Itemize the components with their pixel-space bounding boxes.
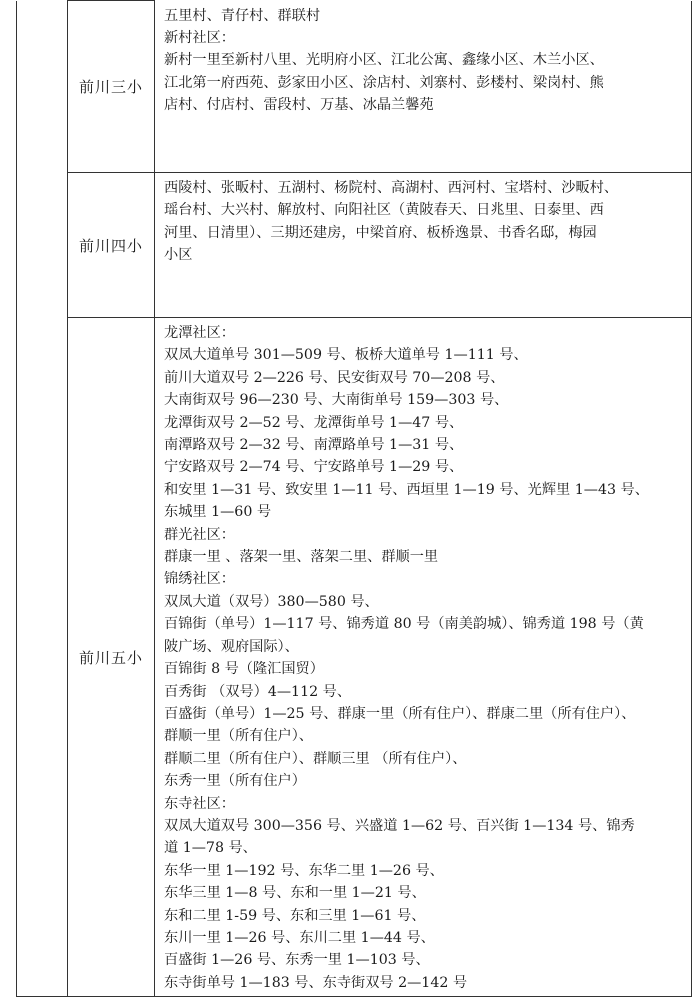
area-line: 龙潭社区： — [164, 325, 235, 341]
outer-merged-cell — [17, 1, 68, 997]
area-line: 百锦街 8 号（隆汇国贸） — [164, 661, 324, 678]
area-line: 小区 — [164, 247, 193, 264]
area-line: 东和二里 1-59 号、东和三里 1—61 号、 — [164, 907, 426, 924]
area-line: 前川大道双号 2—226 号、民安街双号 70—208 号、 — [164, 369, 505, 386]
area-line: 百锦街（单号）1—117 号、锦秀道 80 号（南美韵城）、锦秀道 198 号（黄 — [164, 616, 644, 633]
area-line: 大南街双号 96—230 号、大南街单号 159—303 号、 — [164, 392, 509, 409]
area-line: 宁安路双号 2—74 号、宁安路单号 1—29 号、 — [164, 459, 464, 476]
school-name-cell: 前川五小 — [68, 318, 155, 997]
area-line: 东寺社区： — [164, 795, 235, 812]
area-line: 群康一里 、落架一里、落架二里、群顺一里 — [164, 549, 439, 566]
area-line: 新村社区： — [164, 29, 235, 46]
table-row-qianchuan-5 — [17, 318, 692, 997]
area-list-cell — [155, 1, 692, 173]
area-line: 群顺一里（所有住户）、 — [164, 728, 313, 745]
area-list-cell — [155, 173, 692, 318]
area-line: 五里村、青仔村、群联村 — [164, 7, 321, 24]
area-line: 新村一里至新村八里、光明府小区、江北公寓、鑫缘小区、木兰小区、 — [164, 52, 604, 69]
area-line: 锦绣社区： — [164, 571, 235, 588]
area-line: 双凤大道单号 301—509 号、板桥大道单号 1—111 号、 — [164, 347, 528, 364]
area-line: 群顺二里（所有住户）、群顺三里 （所有住户）、 — [164, 750, 467, 767]
school-name-cell: 前川三小 — [68, 1, 155, 173]
area-line: 东川一里 1—26 号、东川二里 1—44 号、 — [164, 929, 435, 946]
area-line: 龙潭街双号 2—52 号、龙潭街单号 1—47 号、 — [164, 414, 464, 431]
area-line: 南潭路双号 2—32 号、南潭路单号 1—31 号、 — [164, 437, 464, 454]
area-line: 西陵村、张畈村、五湖村、杨院村、高湖村、西河村、宝塔村、沙畈村、 — [164, 180, 619, 196]
area-line: 和安里 1—31 号、致安里 1—11 号、西垣里 1—19 号、光辉里 1—43 号、 — [164, 481, 649, 498]
area-line: 陂广场、观府国际）、 — [164, 638, 299, 655]
area-line: 道 1—78 号、 — [164, 840, 257, 857]
area-line: 河里、日清里）、三期还建房，中梁首府、板桥逸景、书香名邸，梅园 — [164, 224, 597, 241]
area-line: 双凤大道双号 300—356 号、兴盛道 1—62 号、百兴街 1—134 号、锦秀 — [164, 817, 635, 834]
area-line: 东城里 1—60 号 — [164, 504, 272, 521]
area-line: 百盛街 1—26 号、东秀一里 1—103 号、 — [164, 952, 430, 969]
table-row-qianchuan-3 — [17, 1, 692, 173]
table-row-qianchuan-4 — [17, 173, 692, 318]
area-list-cell — [155, 318, 692, 997]
area-line: 百盛街（单号）1—25 号、群康一里（所有住户）、群康二里（所有住户）、 — [164, 705, 636, 722]
area-line: 东寺街单号 1—183 号、东寺街双号 2—142 号 — [164, 974, 468, 991]
school-name-cell: 前川四小 — [68, 173, 155, 318]
area-line: 店村、付店村、雷段村、万基、冰晶兰馨苑 — [164, 97, 434, 114]
school-district-table — [16, 0, 692, 997]
area-line: 百秀街 （双号）4—112 号、 — [164, 683, 352, 700]
area-line: 双凤大道（双号）380—580 号、 — [164, 593, 379, 610]
area-line: 东华三里 1—8 号、东和一里 1—21 号、 — [164, 885, 426, 902]
area-line: 群光社区： — [164, 526, 235, 543]
area-line: 瑶台村、大兴村、解放村、向阳社区（黄陂春天、日兆里、日泰里、西 — [164, 202, 604, 219]
area-line: 东秀一里（所有住户） — [164, 773, 306, 790]
area-line: 东华一里 1—192 号、东华二里 1—26 号、 — [164, 862, 444, 879]
area-line: 江北第一府西苑、彭家田小区、涂店村、刘寨村、彭楼村、梁岗村、熊 — [164, 74, 604, 91]
